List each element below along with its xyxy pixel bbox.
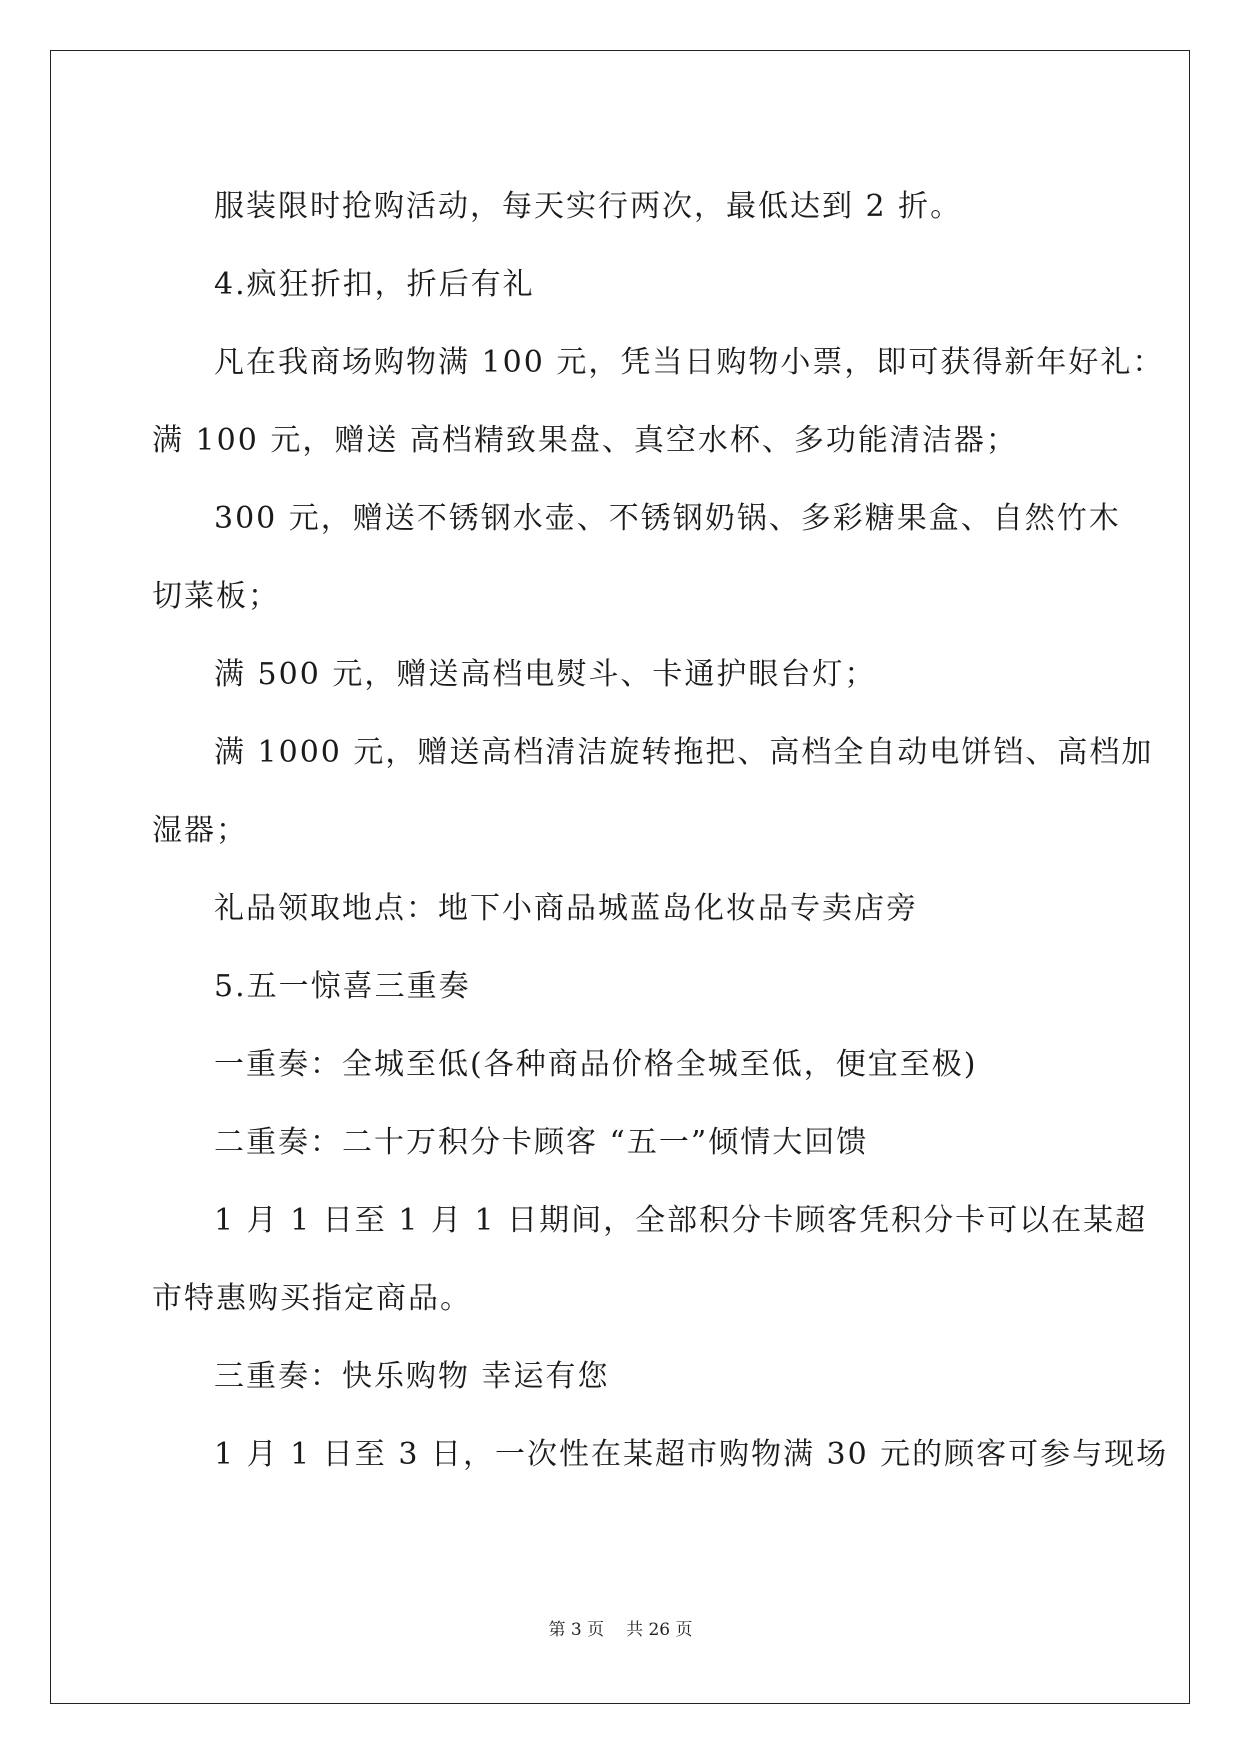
paragraph-line: 1 月 1 日至 3 日，一次性在某超市购物满 30 元的顾客可参与现场 — [214, 1437, 1169, 1472]
page-number-total: 共 26 页 — [626, 1620, 693, 1640]
paragraph-line: 一重奏：全城至低(各种商品价格全城至低，便宜至极) — [214, 1047, 978, 1082]
paragraph-line: 1 月 1 日至 1 月 1 日期间，全部积分卡顾客凭积分卡可以在某超 — [214, 1203, 1148, 1238]
paragraph-line: 二重奏：二十万积分卡顾客 “五一”倾情大回馈 — [214, 1125, 869, 1160]
paragraph-line: 满 100 元，赠送 高档精致果盘、真空水杯、多功能清洁器； — [152, 423, 1018, 458]
document-body — [152, 168, 1169, 1494]
paragraph-line: 300 元，赠送不锈钢水壶、不锈钢奶锅、多彩糖果盒、自然竹木 — [214, 501, 1121, 536]
page-number-current: 第 3 页 — [548, 1620, 605, 1640]
page-footer — [0, 1615, 1241, 1640]
paragraph-line: 三重奏：快乐购物 幸运有您 — [214, 1359, 610, 1394]
paragraph-line: 市特惠购买指定商品。 — [152, 1281, 472, 1316]
paragraph-line: 湿器； — [152, 813, 248, 848]
paragraph-line: 满 1000 元，赠送高档清洁旋转拖把、高档全自动电饼铛、高档加 — [214, 735, 1154, 770]
paragraph-line: 礼品领取地点：地下小商品城蓝岛化妆品专卖店旁 — [214, 891, 918, 926]
section-heading: 5.五一惊喜三重奏 — [214, 969, 471, 1004]
section-heading: 4.疯狂折扣，折后有礼 — [214, 267, 535, 302]
paragraph-line: 满 500 元，赠送高档电熨斗、卡通护眼台灯； — [214, 657, 877, 692]
paragraph-line: 凡在我商场购物满 100 元，凭当日购物小票，即可获得新年好礼： — [214, 345, 1165, 380]
paragraph-line: 切菜板； — [152, 579, 280, 614]
paragraph-line: 服装限时抢购活动，每天实行两次，最低达到 2 折。 — [214, 189, 963, 224]
